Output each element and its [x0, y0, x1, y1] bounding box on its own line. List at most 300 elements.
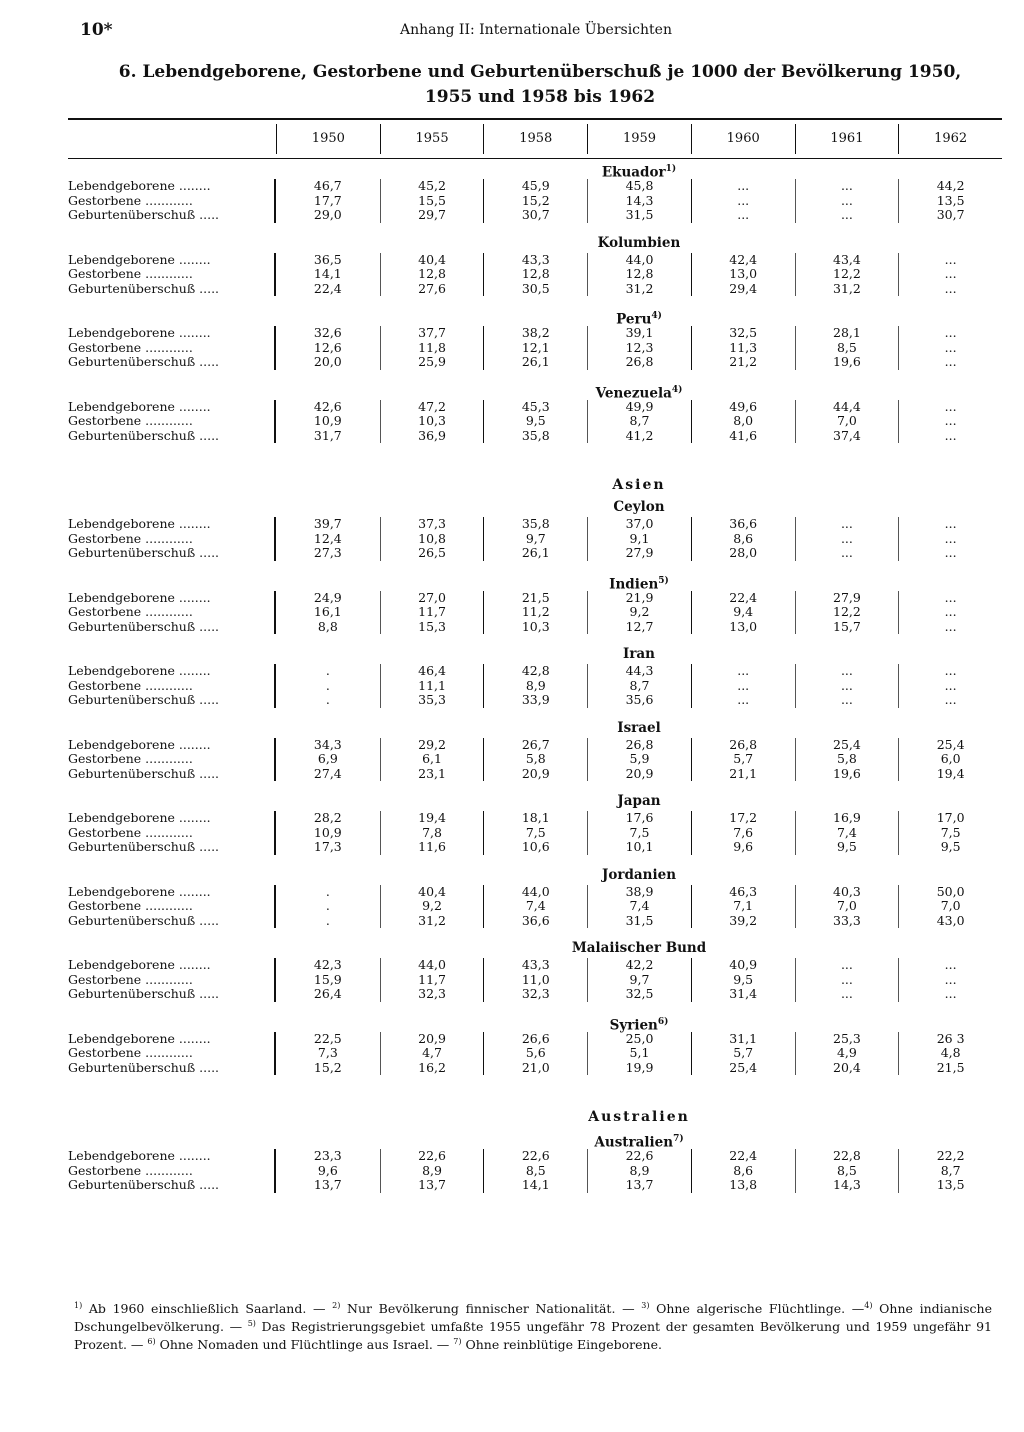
row-label-surplus: Geburtenüberschuß .....: [68, 619, 220, 634]
row-label-deaths: Gestorbene ............: [68, 414, 193, 428]
cell-value: ...: [944, 280, 957, 296]
data-cell: [795, 591, 899, 635]
cell-value: 11,7: [418, 604, 446, 619]
row-label-live-births: Lebendgeborene ........: [68, 252, 211, 267]
row-labels: [68, 253, 276, 297]
table-row: [68, 517, 1002, 561]
row-label-live-births: Lebendgeborene ........: [68, 517, 211, 531]
year-header: 1960: [691, 124, 795, 154]
table-row: [68, 1149, 1002, 1193]
cell-value: 14,1: [313, 266, 342, 281]
cell-value: 28,0: [729, 545, 758, 560]
country-heading: [68, 938, 1002, 958]
row-label-live-births: Lebendgeborene ........: [68, 884, 211, 899]
row-labels: [68, 738, 276, 782]
row-label-deaths: Gestorbene ............: [68, 267, 193, 281]
cell-value: 44,4: [833, 398, 861, 414]
cell-value: 36,6: [729, 516, 758, 531]
data-cell: [276, 738, 380, 782]
cell-value: 9,5: [733, 971, 754, 987]
cell-value: 27,3: [313, 545, 342, 560]
cell-value: 38,9: [625, 883, 654, 899]
row-labels: [68, 179, 276, 223]
cell-value: 7,5: [525, 824, 546, 840]
row-label-surplus: Geburtenüberschuß .....: [68, 766, 220, 781]
data-cell: [898, 738, 1002, 782]
cell-value: 7,5: [940, 824, 961, 840]
data-cell: [795, 885, 899, 929]
data-cell: [380, 517, 484, 561]
row-label-live-births: Lebendgeborene ........: [68, 958, 211, 972]
cell-value: 13,0: [729, 618, 758, 634]
cell-value: 39,1: [625, 325, 654, 340]
cell-value: 13,5: [936, 192, 965, 208]
table-row: [68, 591, 1002, 635]
country-name: Syrien: [609, 1017, 658, 1033]
country-name: Peru: [616, 311, 652, 328]
cell-value: ...: [840, 677, 853, 693]
cell-value: 8,7: [629, 677, 650, 693]
cell-value: 7,8: [422, 824, 442, 840]
cell-value: 30,7: [936, 207, 965, 222]
cell-value: 8,6: [733, 1162, 754, 1178]
cell-value: 15,2: [313, 1059, 342, 1075]
cell-value: ...: [737, 677, 750, 693]
cell-value: 5,6: [525, 1045, 546, 1060]
cell-value: 14,3: [625, 192, 654, 208]
cell-value: 17,2: [729, 810, 758, 825]
cell-value: 7,6: [733, 824, 754, 840]
country-name: Ceylon: [613, 499, 665, 515]
cell-value: 46,4: [418, 663, 446, 678]
cell-value: 40,3: [833, 883, 861, 899]
cell-value: 13,0: [729, 266, 758, 281]
data-cell: [898, 326, 1002, 370]
cell-value: ...: [840, 545, 853, 560]
cell-value: 16,1: [313, 604, 342, 619]
table-row: [68, 400, 1002, 444]
row-label-live-births: Lebendgeborene ........: [68, 737, 211, 752]
cell-value: ...: [737, 663, 750, 678]
cell-value: 50,0: [936, 883, 965, 899]
data-cell: [483, 811, 587, 855]
data-cell: [483, 326, 587, 370]
data-cell: [691, 179, 795, 223]
data-cell: [380, 591, 484, 635]
data-cell: [483, 738, 587, 782]
footnote-marker: 1): [74, 1301, 83, 1310]
cell-value: 26,8: [625, 354, 654, 369]
cell-value: 7,0: [940, 898, 961, 913]
data-cell: [587, 885, 691, 929]
cell-value: 7,4: [836, 824, 857, 840]
cell-value: 22,4: [729, 1148, 758, 1163]
cell-value: 26,8: [625, 736, 654, 752]
cell-value: ...: [944, 604, 957, 619]
cell-value: 17,6: [625, 810, 654, 825]
cell-value: 32,5: [729, 325, 758, 340]
cell-value: 31,2: [833, 280, 861, 296]
cell-value: 36,6: [521, 912, 550, 928]
data-cell: [691, 1149, 795, 1193]
year-header: 1958: [483, 124, 587, 154]
cell-value: 41,2: [625, 427, 654, 443]
cell-value: 28,1: [833, 325, 861, 340]
data-cell: [795, 517, 899, 561]
cell-value: 7,4: [629, 898, 650, 913]
data-cell: [691, 517, 795, 561]
row-labels: [68, 664, 276, 708]
cell-value: ...: [944, 618, 957, 634]
cell-value: 45,8: [625, 178, 654, 193]
cell-value: 5,7: [733, 751, 754, 766]
cell-value: ...: [840, 192, 853, 208]
cell-value: 41,6: [729, 427, 758, 443]
data-cell: [380, 738, 484, 782]
cell-value: 9,6: [733, 839, 754, 854]
cell-value: 22,8: [833, 1148, 861, 1163]
cell-value: 8,5: [525, 1162, 546, 1178]
country-heading: [68, 791, 1002, 811]
data-cell: [587, 1149, 691, 1193]
data-cell: [276, 1149, 380, 1193]
footnote-ref: 4): [671, 384, 683, 395]
page-title: [80, 60, 1000, 110]
data-cell: [483, 179, 587, 223]
data-cell: [898, 664, 1002, 708]
cell-value: 8,7: [940, 1162, 961, 1178]
cell-value: .: [325, 898, 330, 913]
cell-value: 23,3: [313, 1148, 342, 1163]
cell-value: ...: [944, 325, 957, 340]
cell-value: 37,7: [418, 325, 446, 340]
data-cell: [587, 958, 691, 1002]
cell-value: ...: [840, 957, 853, 972]
cell-value: 12,8: [521, 266, 550, 281]
cell-value: ...: [944, 413, 957, 428]
data-cell: [587, 664, 691, 708]
row-label-live-births: Lebendgeborene ........: [68, 1149, 211, 1163]
row-label-surplus: Geburtenüberschuß .....: [68, 693, 220, 707]
data-cell: [898, 179, 1002, 223]
cell-value: 7,3: [317, 1045, 338, 1060]
cell-value: 21,0: [521, 1059, 550, 1075]
cell-value: ...: [944, 530, 957, 546]
cell-value: 4,9: [836, 1045, 857, 1060]
data-cell: [795, 253, 899, 297]
data-cell: [587, 253, 691, 297]
cell-value: 31,5: [625, 207, 654, 222]
cell-value: ...: [944, 663, 957, 678]
data-cell: [898, 958, 1002, 1002]
row-labels: [68, 326, 276, 370]
cell-value: 32,3: [521, 986, 550, 1001]
year-header: 1962: [898, 124, 1002, 154]
cell-value: 11,7: [418, 971, 446, 987]
row-labels: [68, 1032, 276, 1076]
cell-value: 15,7: [833, 618, 861, 634]
country-heading: [68, 644, 1002, 664]
data-cell: [380, 885, 484, 929]
footnote-text: Ohne algerische Flüchtlinge. —: [649, 1301, 865, 1317]
cell-value: 31,4: [729, 986, 758, 1001]
row-label-deaths: Gestorbene ............: [68, 825, 193, 840]
row-label-deaths: Gestorbene ............: [68, 899, 193, 913]
table-row: [68, 885, 1002, 929]
cell-value: 49,6: [729, 398, 758, 414]
cell-value: 5,8: [836, 751, 857, 766]
data-cell: [483, 1149, 587, 1193]
cell-value: 43,3: [521, 251, 550, 267]
country-heading: [68, 497, 1002, 517]
year-header: 1959: [587, 124, 691, 154]
cell-value: 8,5: [836, 339, 857, 355]
cell-value: 12,2: [833, 266, 861, 281]
row-label-live-births: Lebendgeborene ........: [68, 664, 211, 678]
data-cell: [691, 885, 795, 929]
data-cell: [276, 885, 380, 929]
cell-value: 13,7: [625, 1177, 654, 1192]
footnote-ref: 7): [673, 1134, 684, 1144]
cell-value: 22,5: [313, 1030, 342, 1046]
cell-value: 10,1: [625, 839, 654, 854]
cell-value: 15,3: [418, 618, 446, 634]
cell-value: 10,8: [418, 530, 446, 546]
data-cell: [691, 958, 795, 1002]
cell-value: 22,6: [521, 1148, 550, 1163]
cell-value: 43,0: [936, 912, 965, 928]
data-cell: [691, 591, 795, 635]
cell-value: 6,9: [317, 751, 338, 766]
data-cell: [587, 591, 691, 635]
data-cell: [691, 1032, 795, 1076]
table-row: [68, 664, 1002, 708]
cell-value: 49,9: [625, 398, 654, 414]
cell-value: 11,2: [521, 604, 550, 619]
cell-value: ...: [944, 589, 957, 605]
data-cell: [795, 958, 899, 1002]
cell-value: ...: [944, 516, 957, 531]
cell-value: 9,7: [525, 530, 546, 546]
cell-value: 25,4: [936, 736, 965, 752]
cell-value: 14,1: [521, 1177, 550, 1192]
data-cell: [795, 664, 899, 708]
cell-value: 8,7: [629, 413, 650, 428]
cell-value: ...: [840, 530, 853, 546]
footnote-marker: 7): [453, 1337, 462, 1347]
year-header: 1955: [380, 124, 484, 154]
cell-value: 19,6: [833, 765, 861, 781]
cell-value: .: [325, 912, 330, 928]
cell-value: 11,6: [418, 839, 446, 854]
cell-value: 37,4: [833, 427, 861, 443]
data-cell: [795, 326, 899, 370]
cell-value: 29,2: [418, 736, 446, 752]
cell-value: ...: [944, 971, 957, 987]
cell-value: 7,0: [836, 898, 857, 913]
cell-value: 38,2: [521, 325, 550, 340]
cell-value: 22,2: [936, 1148, 965, 1163]
cell-value: 21,1: [729, 765, 758, 781]
row-label-deaths: Gestorbene ............: [68, 678, 193, 693]
cell-value: 26,1: [521, 545, 550, 560]
data-cell: [483, 400, 587, 444]
cell-value: 10,9: [313, 824, 342, 840]
data-cell: [380, 1032, 484, 1076]
row-labels: [68, 517, 276, 561]
footnote-ref: 4): [651, 311, 662, 321]
cell-value: 26,1: [521, 354, 550, 369]
cell-value: .: [325, 677, 330, 693]
data-cell: [795, 400, 899, 444]
cell-value: 40,4: [418, 251, 446, 267]
cell-value: 22,6: [418, 1148, 446, 1163]
cell-value: 36,9: [418, 427, 446, 443]
data-cell: [276, 253, 380, 297]
cell-value: 20,0: [313, 354, 342, 369]
cell-value: 9,5: [940, 839, 961, 854]
cell-value: 5,1: [629, 1045, 650, 1060]
country-heading: [68, 865, 1002, 885]
cell-value: 15,2: [521, 192, 550, 208]
cell-value: 19,6: [833, 354, 861, 369]
data-cell: [380, 179, 484, 223]
cell-value: ...: [944, 677, 957, 693]
row-label-surplus: Geburtenüberschuß .....: [68, 1178, 220, 1192]
cell-value: 17,0: [936, 810, 965, 825]
cell-value: 11,0: [521, 971, 550, 987]
page-header: Anhang II: Internationale Übersichten: [400, 22, 672, 38]
footnote-text: Ab 1960 einschließlich Saarland. —: [82, 1301, 333, 1317]
cell-value: 11,8: [418, 339, 446, 355]
cell-value: 47,2: [418, 398, 446, 414]
row-label-surplus: Geburtenüberschuß .....: [68, 428, 220, 443]
cell-value: 27,4: [313, 765, 342, 781]
table-row: [68, 179, 1002, 223]
cell-value: 37,3: [418, 516, 446, 531]
cell-value: 31,1: [729, 1030, 758, 1046]
footnote-ref: 1): [665, 164, 677, 174]
cell-value: 10,3: [418, 413, 446, 428]
data-cell: [691, 811, 795, 855]
cell-value: 36,5: [313, 251, 342, 267]
table-row: [68, 326, 1002, 370]
data-cell: [795, 1032, 899, 1076]
cell-value: 11,3: [729, 339, 758, 355]
country-name: Ekuador: [601, 164, 666, 181]
cell-value: 12,3: [625, 339, 654, 355]
cell-value: 32,3: [418, 986, 446, 1001]
cell-value: 46,3: [729, 883, 758, 899]
data-cell: [483, 591, 587, 635]
data-cell: [691, 664, 795, 708]
country-name: Australien: [594, 1134, 674, 1151]
country-name: Jordanien: [601, 866, 677, 883]
cell-value: ...: [840, 207, 853, 222]
country-heading: [68, 233, 1002, 253]
country-name: Malaiischer Bund: [571, 940, 707, 956]
cell-value: 20,9: [418, 1030, 446, 1046]
row-label-deaths: Gestorbene ............: [68, 1046, 193, 1060]
data-cell: [587, 1032, 691, 1076]
country-heading: [68, 380, 1002, 400]
cell-value: 22,4: [729, 589, 758, 605]
country-heading: [68, 571, 1002, 591]
cell-value: 10,9: [313, 413, 342, 428]
cell-value: 44,2: [936, 178, 965, 193]
cell-value: ...: [840, 692, 853, 707]
data-cell: [898, 253, 1002, 297]
cell-value: 8,9: [422, 1162, 442, 1178]
cell-value: 21,5: [521, 589, 550, 605]
cell-value: 9,1: [629, 530, 650, 546]
table-body: [68, 159, 1002, 1193]
cell-value: 29,4: [729, 280, 758, 296]
table-row: [68, 811, 1002, 855]
cell-value: 7,4: [525, 898, 546, 913]
cell-value: 27,0: [418, 589, 446, 605]
cell-value: 42,6: [313, 398, 342, 414]
row-labels: [68, 885, 276, 929]
cell-value: 8,0: [733, 413, 754, 428]
row-label-surplus: Geburtenüberschuß .....: [68, 840, 220, 854]
cell-value: 24,9: [313, 589, 342, 605]
cell-value: 26,5: [418, 545, 446, 560]
footnote-marker: 3): [641, 1301, 650, 1310]
row-label-surplus: Geburtenüberschuß .....: [68, 281, 220, 296]
cell-value: 35,8: [521, 427, 550, 443]
country-heading: [68, 306, 1002, 326]
data-cell: [691, 400, 795, 444]
footnotes: [74, 1298, 992, 1352]
row-label-deaths: Gestorbene ............: [68, 531, 193, 546]
cell-value: ...: [737, 692, 750, 707]
footnote-marker: 4): [864, 1301, 873, 1310]
footnote-text: Das Registrierungsgebiet umfaßte 1955 ungefähr 78 Prozent der gesamten Bevölkerung und 1959 ungefähr 91 Prozent. —: [74, 1319, 992, 1353]
data-cell: [898, 1149, 1002, 1193]
cell-value: 9,6: [317, 1162, 338, 1178]
cell-value: ...: [944, 339, 957, 355]
cell-value: ...: [840, 971, 853, 987]
title-line-2: 1955 und 1958 bis 1962: [424, 87, 656, 107]
cell-value: 15,5: [418, 192, 446, 208]
cell-value: 18,1: [521, 810, 550, 825]
footnote-marker: 6): [147, 1337, 156, 1347]
cell-value: 14,3: [833, 1177, 861, 1192]
cell-value: 43,3: [521, 957, 550, 972]
data-cell: [276, 517, 380, 561]
cell-value: 7,5: [629, 824, 650, 840]
data-cell: [795, 1149, 899, 1193]
cell-value: 7,1: [733, 898, 754, 913]
data-cell: [898, 400, 1002, 444]
row-label-deaths: Gestorbene ............: [68, 1163, 193, 1178]
cell-value: 31,2: [625, 280, 654, 296]
country-heading: [68, 1012, 1002, 1032]
cell-value: ...: [944, 957, 957, 972]
title-line-1: 6. Lebendgeborene, Gestorbene und Geburtenüberschuß je 1000 der Bevölkerung 1950,: [118, 62, 962, 82]
cell-value: 21,9: [625, 589, 654, 605]
cell-value: 31,2: [418, 912, 446, 928]
row-label-surplus: Geburtenüberschuß .....: [68, 208, 220, 222]
cell-value: 21,2: [729, 354, 758, 369]
row-label-deaths: Gestorbene ............: [68, 193, 193, 208]
cell-value: 22,6: [625, 1148, 654, 1163]
cell-value: 26,7: [521, 736, 550, 752]
cell-value: 27,9: [833, 589, 861, 605]
cell-value: 8,9: [525, 677, 546, 693]
cell-value: 5,8: [525, 751, 546, 766]
